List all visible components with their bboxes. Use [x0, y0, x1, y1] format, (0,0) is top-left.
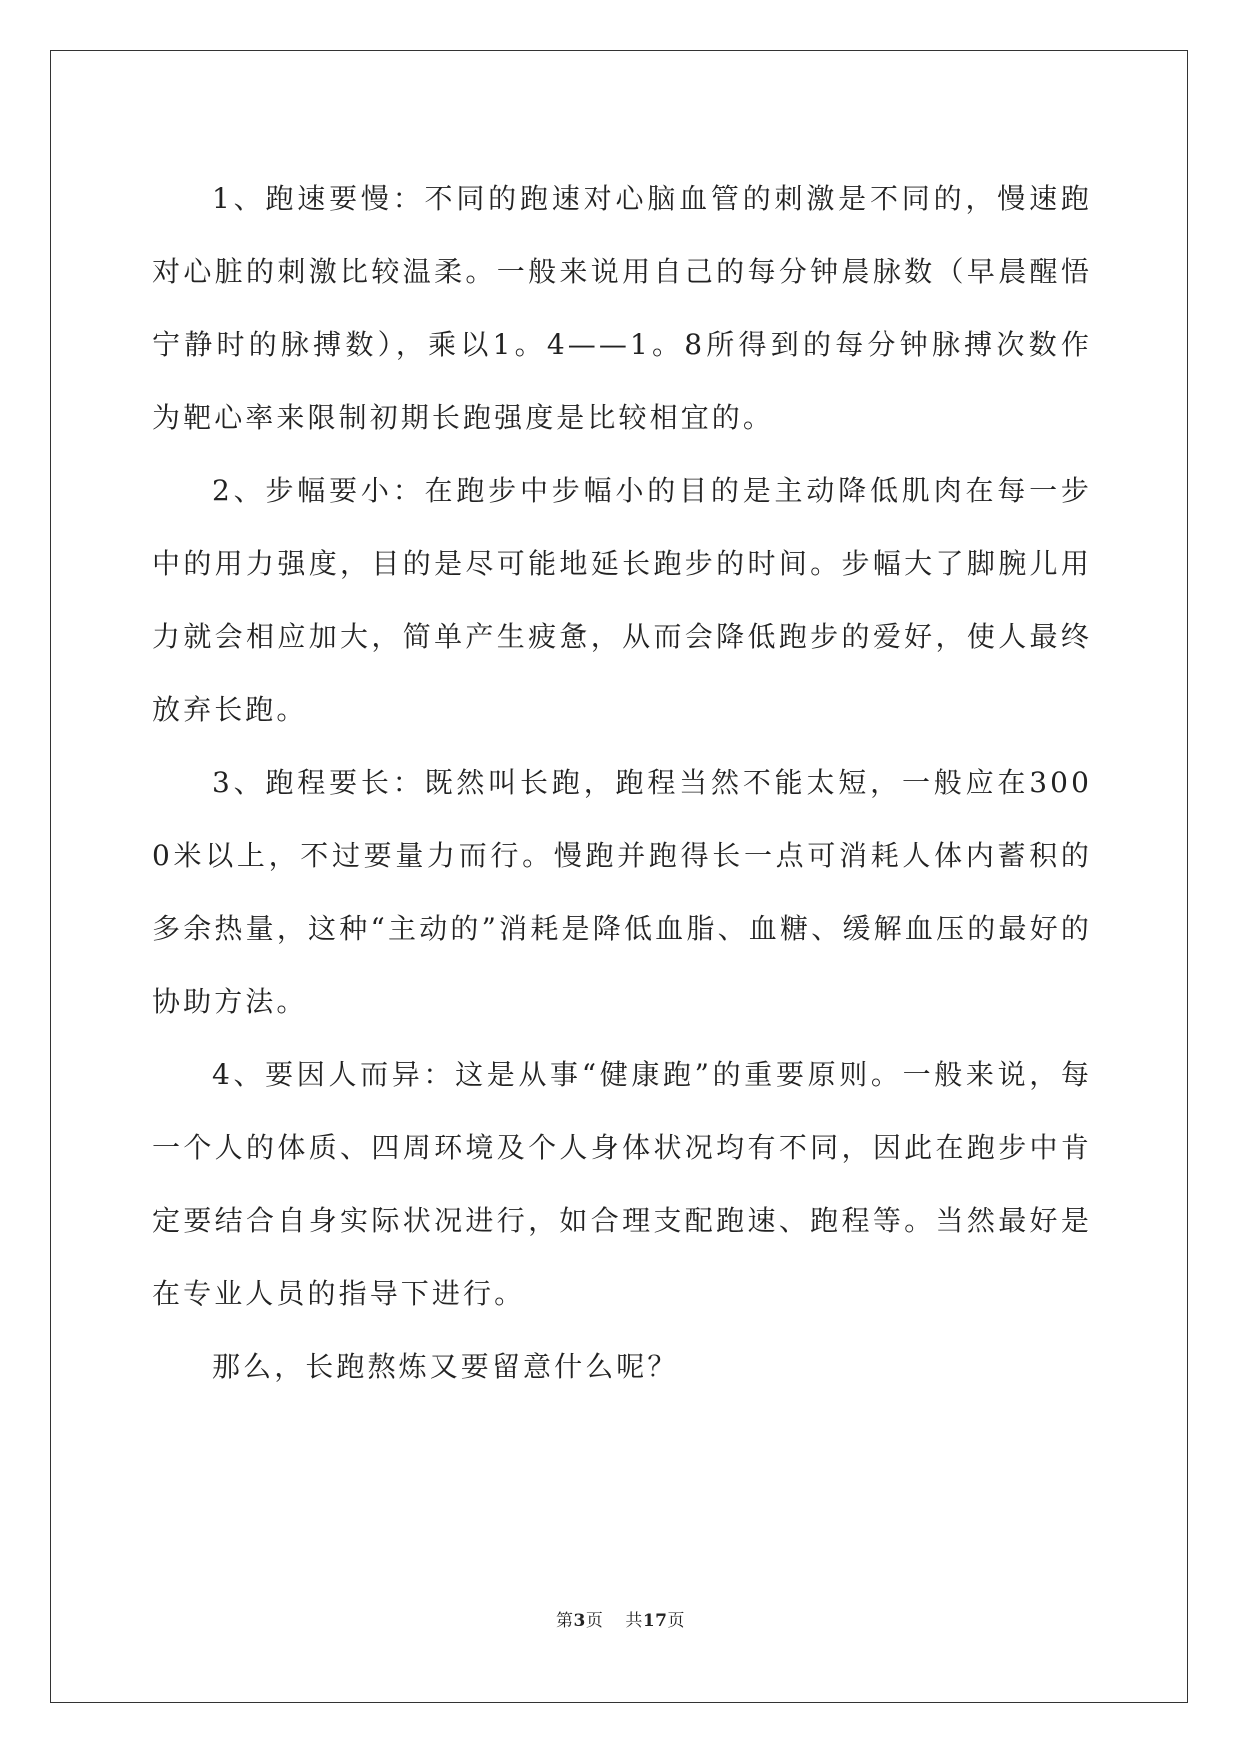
paragraph-question: 那么，长跑熬炼又要留意什么呢？	[212, 1350, 679, 1383]
paragraph-jog-speed: 1、跑速要慢：不同的跑速对心脑血管的刺激是不同的，慢速跑对心脏的刺激比较温柔。一般来说用自己的每分钟晨脉数（早晨醒悟宁静时的脉搏数），乘以1。4——1。8所得到的每分钟脉搏次数作为靶心率来限制初期长跑强度是比较相宜的。	[152, 182, 1092, 434]
page-prefix: 第	[555, 1611, 574, 1631]
document-body	[152, 162, 1092, 1403]
paragraph-run-distance: 3、跑程要长：既然叫长跑，跑程当然不能太短，一般应在3000米以上，不过要量力而行。慢跑并跑得长一点可消耗人体内蓄积的多余热量，这种“主动的”消耗是降低血脂、血糖、缓解血压的最好的协助方法。	[152, 766, 1092, 1018]
total-pages: 17	[642, 1611, 668, 1631]
paragraph-individual-differences: 4、要因人而异：这是从事“健康跑”的重要原则。一般来说，每一个人的体质、四周环境及个人身体状况均有不同，因此在跑步中肯定要结合自身实际状况进行，如合理支配跑速、跑程等。当然最好是在专业人员的指导下进行。	[152, 1058, 1092, 1310]
total-suffix: 页	[667, 1611, 685, 1631]
total-prefix: 共	[625, 1611, 643, 1631]
page-suffix: 页	[585, 1611, 604, 1631]
paragraph-stride-length: 2、步幅要小：在跑步中步幅小的目的是主动降低肌肉在每一步中的用力强度，目的是尽可能地延长跑步的时间。步幅大了脚腕儿用力就会相应加大，简单产生疲惫，从而会降低跑步的爱好，使人最终放弃长跑。	[152, 474, 1092, 726]
page-number: 3	[573, 1611, 586, 1631]
page-footer	[0, 1606, 1241, 1631]
